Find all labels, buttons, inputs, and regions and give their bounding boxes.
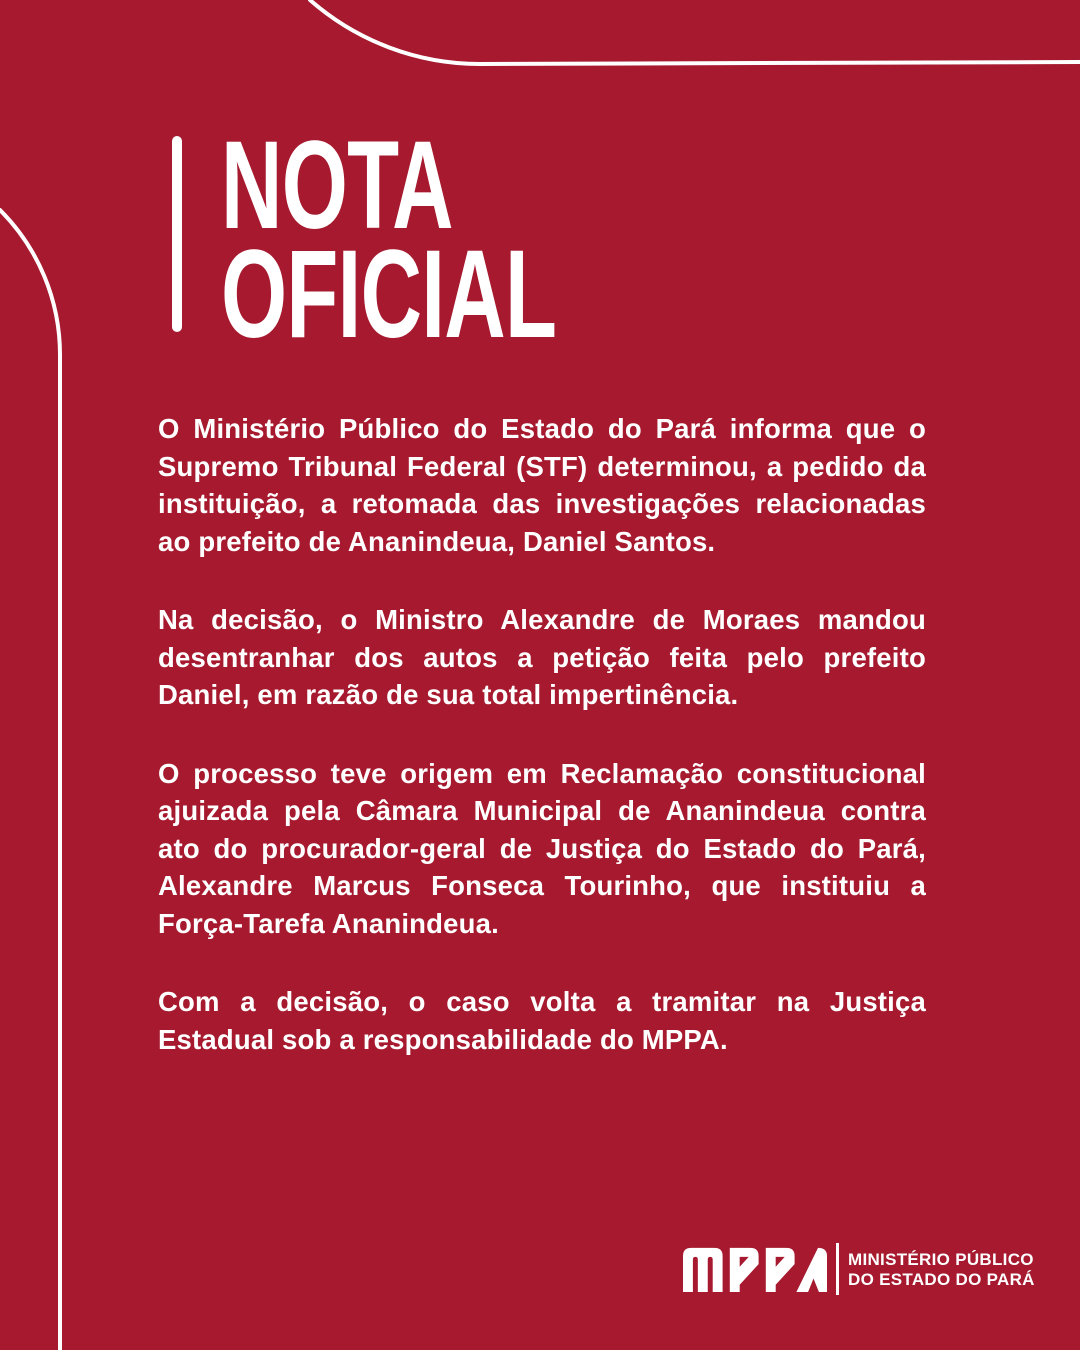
page-title-line1: NOTA [221, 116, 453, 255]
page-title [221, 116, 557, 364]
mppa-letter-m [683, 1248, 723, 1292]
mppa-letter-p1 [730, 1248, 759, 1292]
top-corner-curve [310, 0, 1080, 64]
paragraph-3: O processo teve origem em Reclamação constitucional ajuizada pela Câmara Municipal de Ananindeua contra ato do procurador-geral de Justiça do Estado do Pará, Alexandre Marcus Fonseca Tourinho, que instituiu a Força-Tarefa Ananindeua. [158, 757, 926, 939]
paragraph-2: Na decisão, o Ministro Alexandre de Moraes mandou desentranhar dos autos a petição feita pelo prefeito Daniel, em razão de sua total impertinência. [158, 604, 926, 710]
body-paragraphs [158, 410, 926, 1058]
org-name-line1: MINISTÉRIO PÚBLICO [848, 1250, 1034, 1269]
mppa-letter-a [796, 1248, 827, 1292]
page-title-line2: OFICIAL [221, 225, 557, 364]
org-name [848, 1250, 1035, 1289]
title-accent-bar [172, 136, 182, 332]
org-name-line2: DO ESTADO DO PARÁ [848, 1269, 1035, 1289]
left-corner-curve [0, 210, 60, 1350]
paragraph-1: O Ministério Público do Estado do Pará informa que o Supremo Tribunal Federal (STF) determinou, a pedido da instituição, a retomada das investigações relacionadas ao prefeito de Ananindeua, Daniel Santos. [158, 413, 926, 557]
logo-divider [836, 1243, 839, 1295]
mppa-letter-p2 [766, 1248, 795, 1292]
paragraph-4: Com a decisão, o caso volta a tramitar na Justiça Estadual sob a responsabilidade do MPPA. [158, 986, 926, 1055]
footer-logo-lockup [683, 1243, 1033, 1299]
mppa-logo-icon [683, 1247, 827, 1292]
